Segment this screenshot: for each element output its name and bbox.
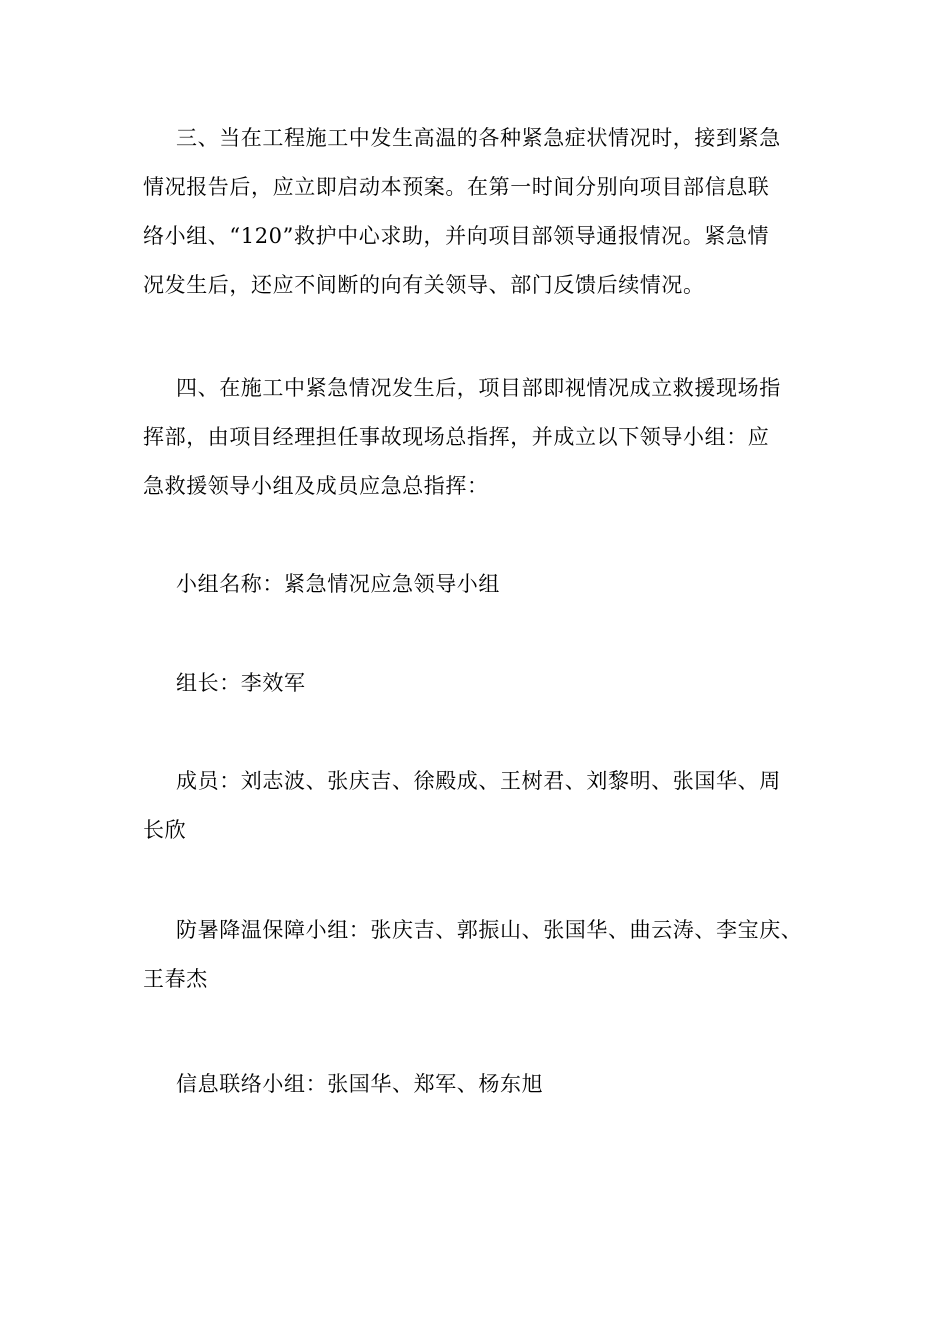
paragraph-members: [143, 757, 823, 855]
text-line: 信息联络小组：张国华、郑军、杨东旭: [176, 1072, 544, 1096]
paragraph-leader: [143, 659, 823, 708]
text-line: 况发生后，还应不间断的向有关领导、部门反馈后续情况。: [143, 273, 705, 297]
paragraph-group-name: [143, 560, 823, 609]
text-line: 王春杰: [143, 967, 208, 991]
text-line: 络小组、“120”救护中心求助，并向项目部领导通报情况。紧急情: [143, 224, 770, 248]
text-line: 小组名称：紧急情况应急领导小组: [176, 572, 500, 596]
text-line: 长欣: [143, 818, 187, 842]
text-line: 急救援领导小组及成员应急总指挥：: [143, 474, 489, 498]
text-line: 组长：李效军: [176, 671, 306, 695]
text-line: 防暑降温保障小组：张庆吉、郭振山、张国华、曲云涛、李宝庆、: [176, 918, 803, 942]
paragraph-info-group: [143, 1060, 823, 1109]
text-line: 情况报告后，应立即启动本预案。在第一时间分别向项目部信息联: [143, 175, 770, 199]
text-line: 三、当在工程施工中发生高温的各种紧急症状情况时，接到紧急: [176, 126, 781, 150]
paragraph-cooling-group: [143, 906, 823, 1004]
paragraph-section-four: [143, 364, 823, 511]
text-line: 挥部，由项目经理担任事故现场总指挥，并成立以下领导小组：应: [143, 425, 770, 449]
text-line: 成员：刘志波、张庆吉、徐殿成、王树君、刘黎明、张国华、周: [176, 769, 781, 793]
text-line: 四、在施工中紧急情况发生后，项目部即视情况成立救援现场指: [176, 376, 781, 400]
paragraph-section-three: [143, 114, 823, 310]
